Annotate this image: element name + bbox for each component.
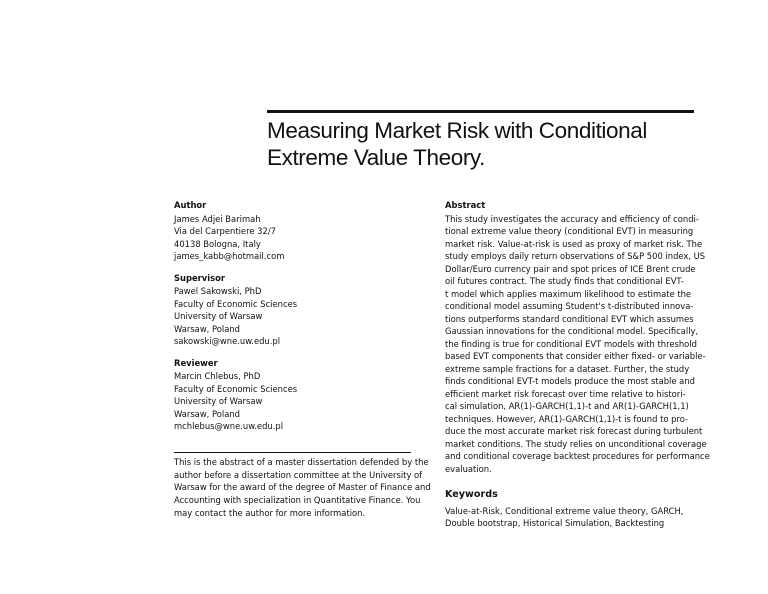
reviewer-city: Warsaw, Poland [174,408,240,419]
metadata-column [174,199,414,442]
reviewer-heading: Reviewer [174,357,218,368]
note-line: This is the abstract of a master dissertation defended by the [174,457,429,467]
note-line: may contact the author for more information. [174,507,366,518]
title-line-1: Measuring Market Risk with Conditional [267,118,647,143]
note-line: author before a dissertation committee at the University of [174,469,423,480]
reviewer-university: University of Warsaw [174,396,263,406]
abstract-line: conditional model assuming Student's t-distributed innova- [445,301,694,311]
supervisor-name: Pawel Sakowski, PhD [174,286,262,296]
title-rule [267,110,694,113]
note-line: Accounting with specialization in Quantitative Finance. You [174,495,421,506]
abstract-line: extreme sample fractions for a dataset. Further, the study [445,363,690,374]
dissertation-note [174,456,431,520]
supervisor-email: sakowski@wne.uw.edu.pl [174,336,281,346]
reviewer-email: mchlebus@wne.uw.edu.pl [174,421,284,431]
author-address-street: Via del Carpentiere 32/7 [174,226,276,236]
abstract-line: and conditional coverage backtest procedures for performance [445,451,710,461]
abstract-line: market risk. Value-at-risk is used as proxy of market risk. The [445,238,703,249]
author-email: james_kabb@hotmail.com [174,251,285,261]
supervisor-city: Warsaw, Poland [174,323,240,334]
abstract-line: efficient market risk forecast over time relative to histori- [445,388,686,399]
abstract-line: techniques. However, AR(1)-GARCH(1,1)-t is found to pro- [445,413,689,424]
abstract-line: tions outperforms standard conditional EVT which assumes [445,313,694,324]
abstract-line: Gaussian innovations for the conditional model. Specifically, [445,326,699,336]
supervisor-heading: Supervisor [174,272,225,283]
supervisor-university: University of Warsaw [174,311,263,321]
abstract-line: cal simulation, AR(1)-GARCH(1,1)-t and AR(1)-GARCH(1,1) [445,401,689,411]
abstract-line: Dollar/Euro currency pair and spot prices of ICE Brent crude [445,263,696,274]
abstract-heading: Abstract [445,200,486,210]
keywords-line: Double bootstrap, Historical Simulation, Backtesting [445,518,665,528]
title-line-2: Extreme Value Theory. [267,145,485,170]
keywords-heading: Keywords [445,489,498,500]
abstract-body [445,213,710,476]
abstract-line: finds conditional EVT-t models produce the most stable and [445,376,695,386]
abstract-line: evaluation. [445,463,492,474]
keywords-line: Value-at-Risk, Conditional extreme value theory, GARCH, [445,505,684,516]
note-rule [174,452,411,453]
abstract-column [445,199,710,475]
supervisor-faculty: Faculty of Economic Sciences [174,298,298,309]
author-name: James Adjei Barimah [174,213,261,224]
abstract-line: oil futures contract. The study finds that conditional EVT- [445,276,684,286]
abstract-line: duce the most accurate market risk forecast during turbulent [445,426,703,436]
note-line: Warsaw for the award of the degree of Master of Finance and [174,482,431,493]
abstract-line: t model which applies maximum likelihood to estimate the [445,288,692,299]
abstract-line: the finding is true for conditional EVT models with threshold [445,338,697,349]
abstract-line: tional extreme value theory (conditional EVT) in measuring [445,226,694,236]
reviewer-faculty: Faculty of Economic Sciences [174,383,298,394]
reviewer-block [174,357,414,433]
author-address-city: 40138 Bologna, Italy [174,238,261,249]
author-block [174,199,414,263]
abstract-line: This study investigates the accuracy and efficiency of condi- [445,213,699,224]
abstract-line: based EVT components that consider either fixed- or variable- [445,351,706,361]
abstract-line: market conditions. The study relies on unconditional coverage [445,438,707,449]
author-heading: Author [174,200,207,210]
paper-title [267,117,707,171]
supervisor-block [174,272,414,348]
reviewer-name: Marcin Chlebus, PhD [174,371,261,381]
keywords-section [445,489,685,530]
abstract-line: study employs daily return observations of S&P 500 index, US [445,251,706,261]
